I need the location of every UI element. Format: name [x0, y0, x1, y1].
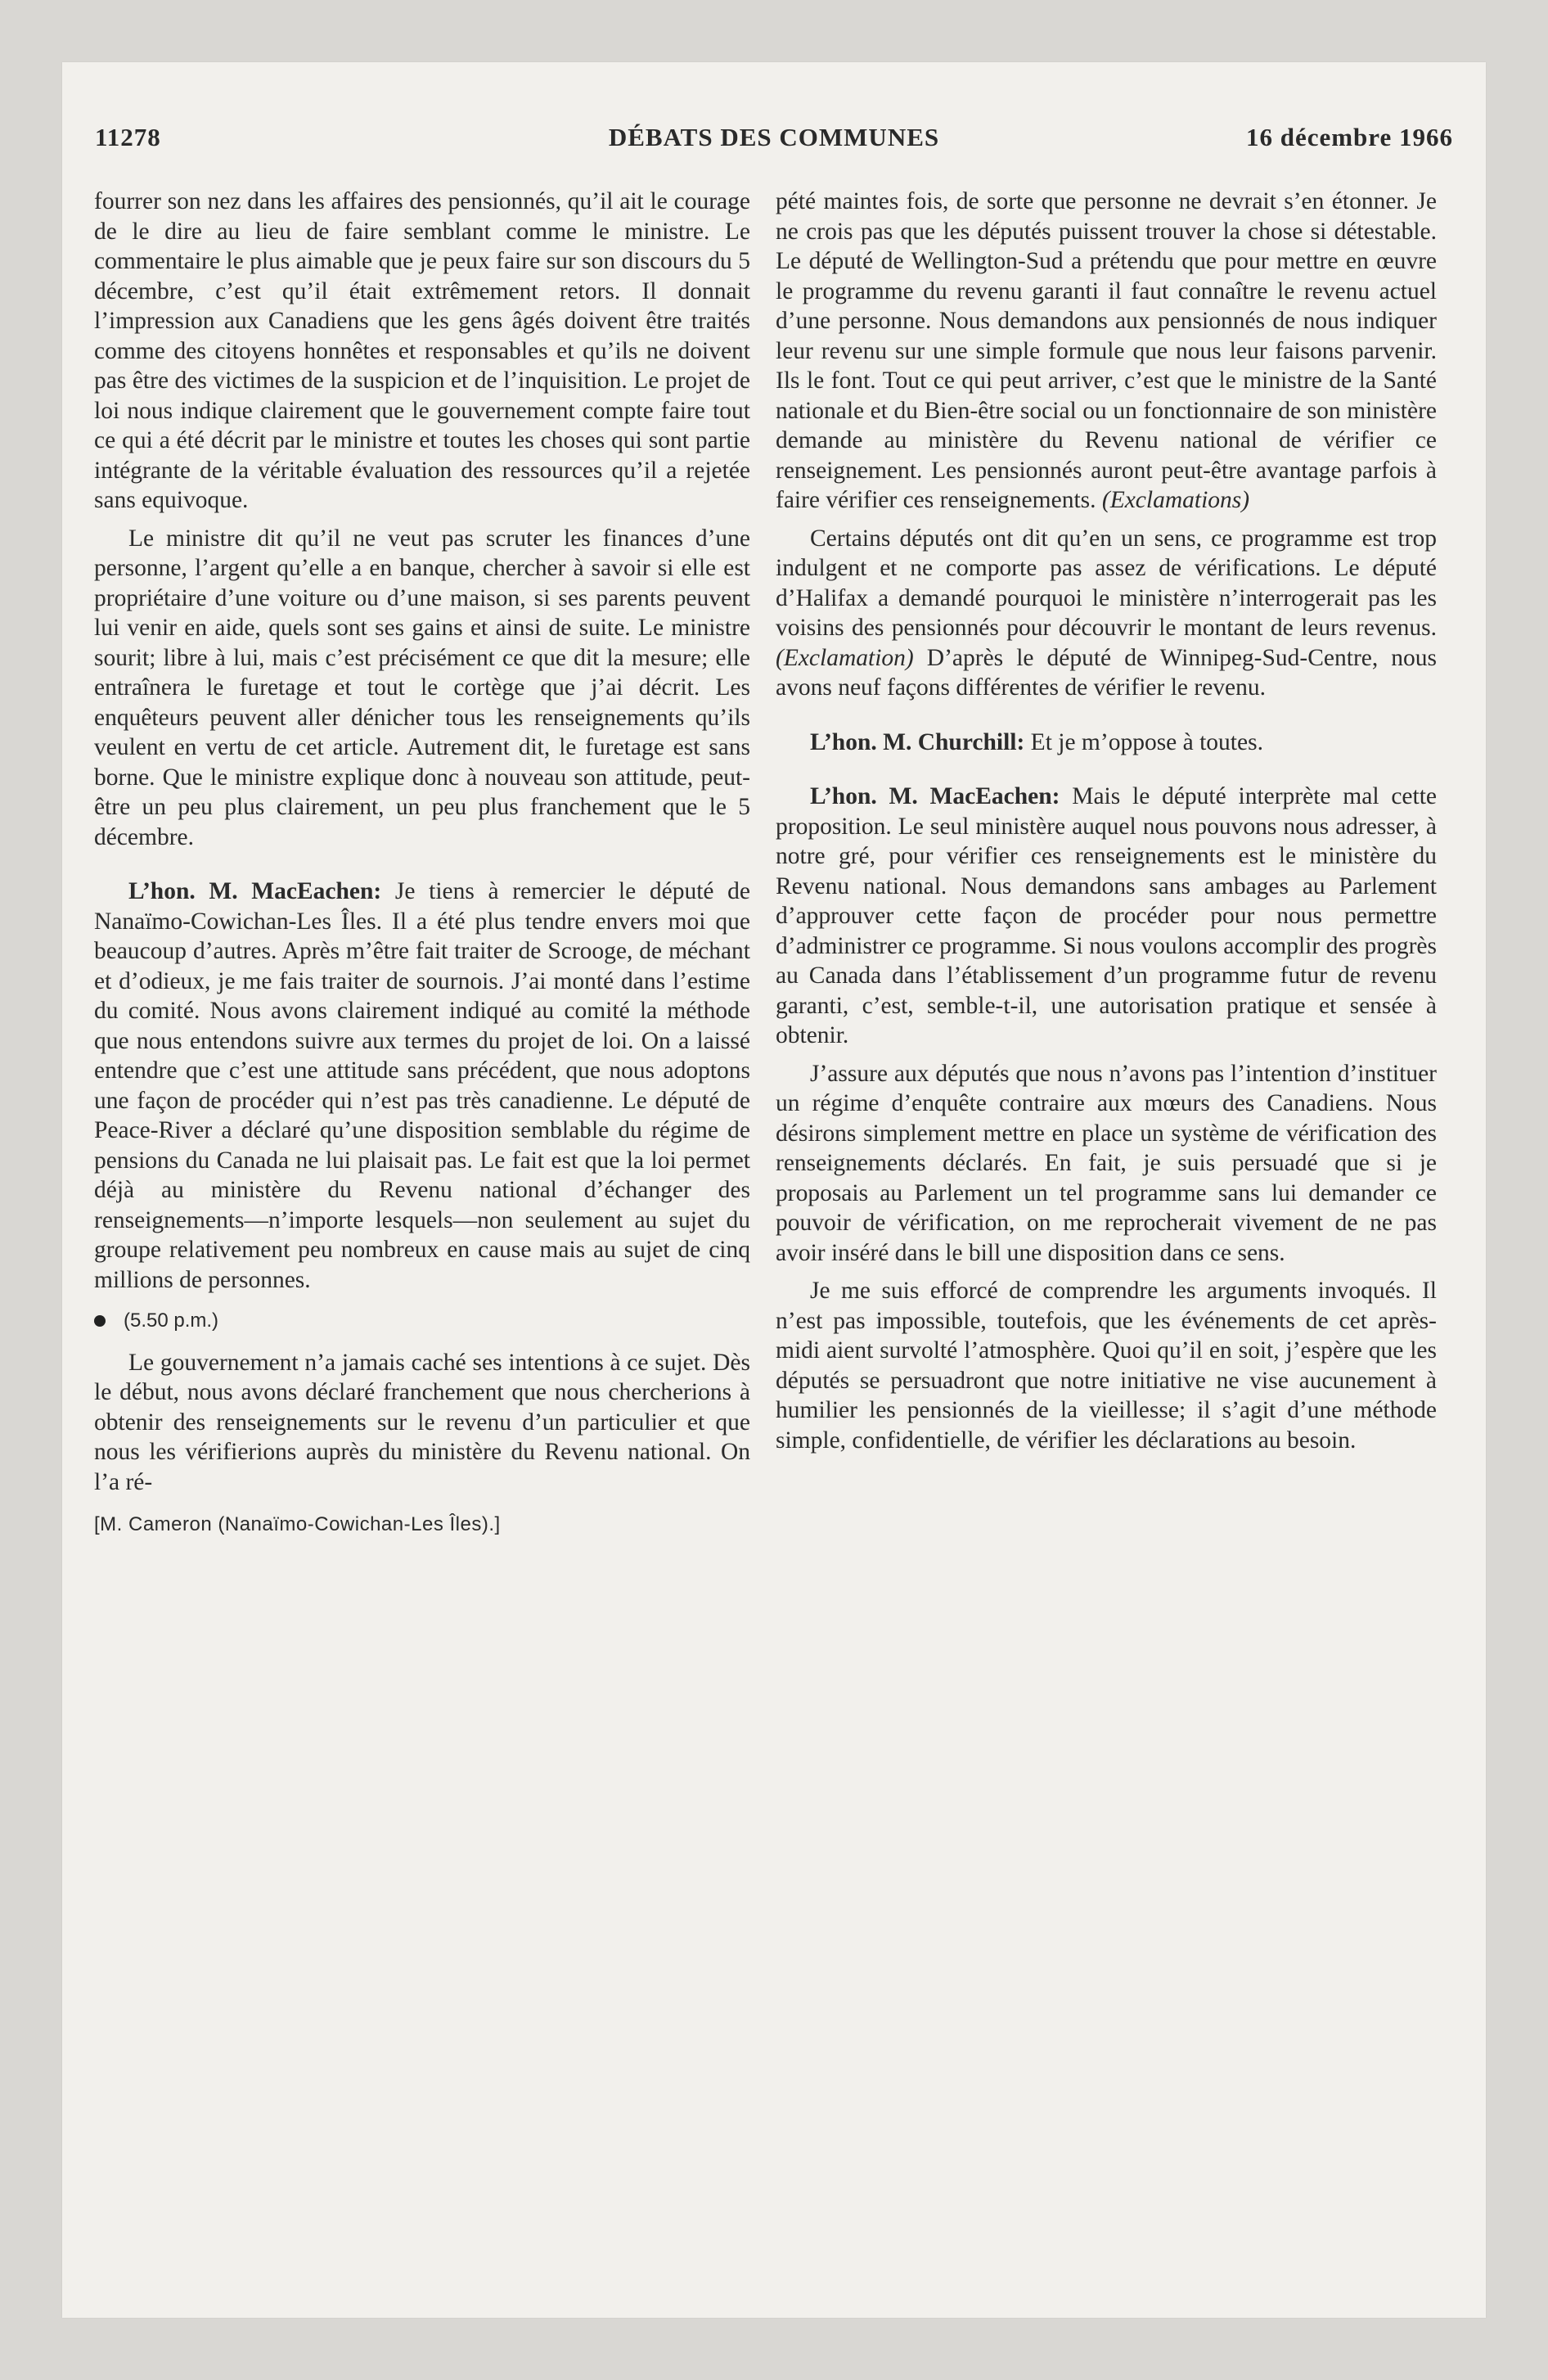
speech-text: Je tiens à remercier le député de Nanaïmo-Cowichan-Les Îles. Il a été plus tendre envers moi que beaucoup d’autres. Après m’être fait traiter de Scrooge, de méchant et d’odieux, je me fais traiter de sournois. J’ai monté dans l’estime du comité. Nous avons clairement indiqué au comité la méthode que nous entendons suivre aux termes du projet de loi. On a laissé entendre que c’est une attitude sans précédent, que nous adoptons une façon de procéder qui n’est pas très canadienne. Le député de Peace-River a déclaré qu’une disposition semblable du régime de pensions du Canada ne lui plaisait pas. Le fait est que la loi permet déjà au ministère du Revenu national d’échanger des renseignements—n’importe lesquels—non seulement au sujet du groupe relativement peu nombreux en cause mais au sujet de cinq millions de personnes. [94, 878, 751, 1293]
paragraph-text: pété maintes fois, de sorte que personne ne devrait s’en étonner. Je ne crois pas que les députés puissent trouver la chose si détestable. Le député de Wellington-Sud a prétendu que pour mettre en œuvre le programme du revenu garanti il faut connaître le revenu actuel d’une personne. Nous demandons aux pensionnés de nous indiquer leur revenu sur une simple formule que nous leur faisons parvenir. Ils le font. Tout ce qui peut arriver, c’est que le ministre de la Santé nationale et du Bien-être social ou un fonctionnaire de son ministère demande au ministère du Revenu national de vérifier ce renseignement. Les pensionnés auront peut-être avantage parfois à faire vérifier ces renseignements. [776, 188, 1437, 513]
right-paragraph-1 [776, 187, 1437, 516]
speech-text: Mais le député interprète mal cette proposition. Le seul ministère auquel nous pouvons nous adresser, à notre gré, pour vérifier ces renseignements est le ministère du Revenu national. Nous demandons sans ambages au Parlement d’approuver cette façon de procéder pour nous permettre d’administrer ce programme. Si nous voulons accomplir des progrès au Canada dans l’établissement d’un programme futur de revenu garanti, c’est, semble-t-il, une autorisation pratique et sensée à obtenir. [776, 783, 1437, 1048]
left-column [94, 187, 750, 1540]
interjection: (Exclamations) [1101, 487, 1250, 513]
right-paragraph-5: J’assure aux députés que nous n’avons pas l’intention d’instituer un régime d’enquête contraire aux mœurs des Canadiens. Nous désirons simplement mettre en place un système de vérification des renseignements déclarés. En fait, je suis persuadé que si je proposais au Parlement un tel programme sans lui demander ce pouvoir de vérification, on me reprocherait vivement de ne pas avoir inséré dans le bill une disposition dans ce sens. [776, 1060, 1437, 1266]
paragraph-text: Certains députés ont dit qu’en un sens, ce programme est trop indulgent et ne comporte pas assez de vérifications. Le député d’Halifax a demandé pourquoi le ministère n’interrogerait pas les voisins des pensionnés pour découvrir le montant de leurs revenus. [776, 525, 1437, 641]
bullet-icon [94, 1315, 106, 1327]
right-column [776, 187, 1437, 1463]
speaker-reference: [M. Cameron (Nanaïmo-Cowichan-Les Îles).] [94, 1513, 501, 1535]
publication-date: 16 décembre 1966 [1245, 123, 1453, 151]
right-paragraph-6: Je me suis efforcé de comprendre les arguments invoqués. Il n’est pas impossible, toutefois, que les événements de cet après-midi aient survolté l’atmosphère. Quoi qu’il en soit, j’espère que les députés se persuadront que notre initiative ne vise aucunement à humilier les pensionnés de la vieillesse; il s’agit d’une méthode simple, confidentielle, de vérifier les déclarations au besoin. [776, 1278, 1437, 1454]
page-header [95, 123, 1453, 164]
speaker-name: L’hon. M. MacEachen: [128, 878, 382, 904]
left-paragraph-4: Le gouvernement n’a jamais caché ses intentions à ce sujet. Dès le début, nous avons déclaré franchement que nous chercherions à obtenir des renseignements sur le revenu d’un particulier et que nous les vérifierions auprès du ministère du Revenu national. On l’a ré- [94, 1349, 750, 1495]
right-paragraph-3 [776, 728, 1437, 758]
publication-title: DÉBATS DES COMMUNES [608, 123, 940, 151]
speaker-name: L’hon. M. Churchill: [810, 728, 1025, 755]
speaker-name: L’hon. M. MacEachen: [810, 783, 1060, 809]
time-stamp-text: (5.50 p.m.) [124, 1309, 219, 1332]
document-page [62, 62, 1486, 2318]
speech-text: Et je m’oppose à toutes. [1030, 728, 1263, 755]
left-paragraph-2: Le ministre dit qu’il ne veut pas scruter les finances d’une personne, l’argent qu’elle a en banque, chercher à savoir si elle est propriétaire d’une voiture ou d’une maison, si ses parents peuvent lui venir en aide, quels sont ses gains et ainsi de suite. Le ministre sourit; libre à lui, mais c’est précisément ce que dit la mesure; elle entraînera le furetage et tout le cortège que j’ai décrit. Les enquêteurs peuvent aller dénicher tous les renseignements qu’ils veulent en vertu de cet article. Autrement dit, le furetage est sans borne. Que le ministre explique donc à nouveau son attitude, peut-être un peu plus clairement, un peu plus franchement que le 5 décembre. [94, 525, 750, 850]
page-number: 11278 [95, 123, 161, 151]
left-paragraph-3 [94, 877, 750, 1295]
left-paragraph-1: fourrer son nez dans les affaires des pensionnés, qu’il ait le courage de le dire au lieu de faire semblant comme le ministre. Le commentaire le plus aimable que je peux faire sur son discours du 5 décembre, c’est qu’il était extrêmement retors. Il donnait l’impression aux Canadiens que les gens âgés doivent être traités comme des citoyens honnêtes et responsables et qu’ils ne doivent pas être des victimes de la suspicion et de l’inquisition. Le projet de loi nous indique clairement que le gouvernement compte faire tout ce qui a été décrit par le ministre et toutes les choses qui sont partie intégrante de la véritable évaluation des ressources qu’il a rejetée sans equivoque. [94, 188, 750, 513]
right-paragraph-4 [776, 782, 1437, 1051]
right-paragraph-2 [776, 524, 1437, 703]
paragraph-text-end: D’après le député de Winnipeg-Sud-Centre, nous avons neuf façons différentes de vérifier le revenu. [776, 644, 1438, 701]
time-stamp [94, 1306, 750, 1336]
interjection: (Exclamation) [776, 644, 914, 671]
